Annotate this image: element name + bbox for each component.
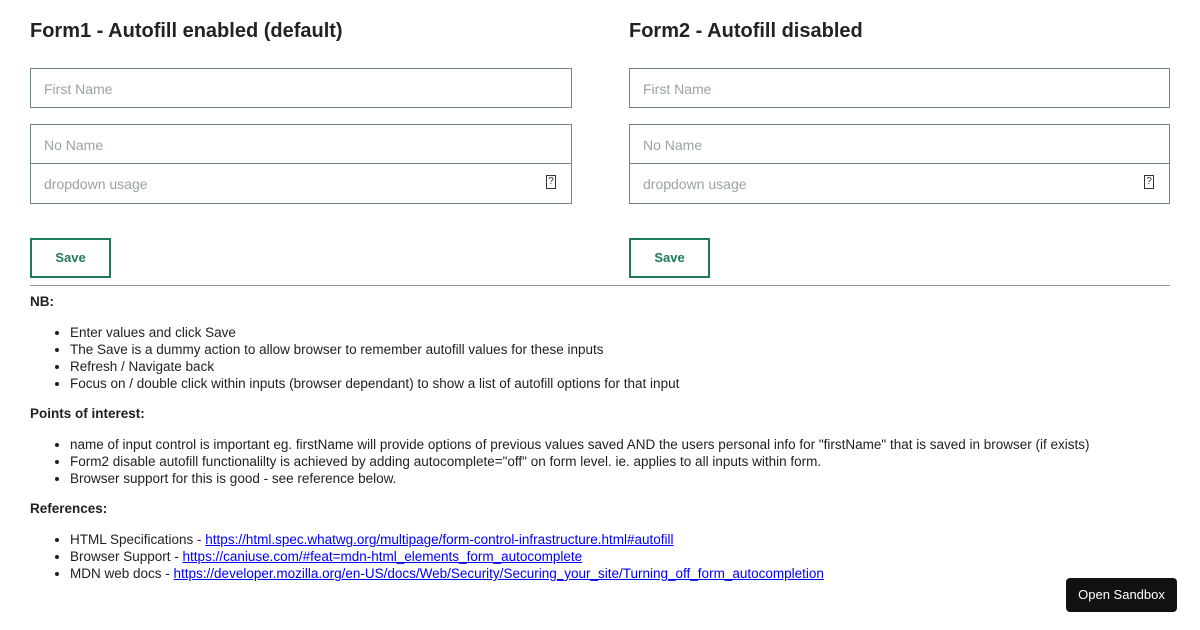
form2-dropdown-placeholder: dropdown usage xyxy=(643,176,747,192)
list-item: • Browser support for this is good - see reference below. xyxy=(70,470,1170,487)
reference-link-html-spec[interactable]: https://html.spec.whatwg.org/multipage/form-control-infrastructure.html#autofill xyxy=(205,532,674,547)
form1-title: Form1 - Autofill enabled (default) xyxy=(30,20,343,42)
form1-no-name-input[interactable] xyxy=(30,124,572,164)
list-item: • Enter values and click Save xyxy=(70,324,1170,341)
nb-heading: NB: xyxy=(30,294,54,309)
form1-dropdown-placeholder: dropdown usage xyxy=(44,176,148,192)
points-list xyxy=(30,436,1170,487)
reference-link-caniuse[interactable]: https://caniuse.com/#feat=mdn-html_elements_form_autocomplete xyxy=(182,549,583,564)
notes-section xyxy=(30,293,1170,595)
form2-first-name-input[interactable] xyxy=(629,68,1170,108)
reference-item xyxy=(70,531,1170,548)
nb-list xyxy=(30,324,1170,392)
form2-dropdown-input[interactable] xyxy=(629,164,1170,204)
reference-prefix: Browser Support - xyxy=(70,549,183,564)
reference-prefix: MDN web docs - xyxy=(70,566,174,581)
dropdown-indicator-icon[interactable]: ? xyxy=(1144,175,1154,189)
list-item: • Focus on / double click within inputs (browser dependant) to show a list of autofill options for that input xyxy=(70,375,1170,392)
references-list xyxy=(30,531,1170,582)
list-item: • Refresh / Navigate back xyxy=(70,358,1170,375)
form2-no-name-placeholder: No Name xyxy=(643,137,703,153)
list-item: • Form2 disable autofill functionalilty is achieved by adding autocomplete="off" on form level. ie. applies to all inputs within form. xyxy=(70,453,1170,470)
form1-save-button[interactable]: Save xyxy=(30,238,111,278)
list-item: • The Save is a dummy action to allow browser to remember autofill values for these inputs xyxy=(70,341,1170,358)
form1-no-name-placeholder: No Name xyxy=(44,137,104,153)
form2-title: Form2 - Autofill disabled xyxy=(629,20,863,42)
reference-item xyxy=(70,548,1170,565)
list-item: • name of input control is important eg. firstName will provide options of previous values saved AND the users personal info for "firstName" that is saved in browser (if exists) xyxy=(70,436,1170,453)
reference-link-mdn[interactable]: https://developer.mozilla.org/en-US/docs/Web/Security/Securing_your_site/Turning_off_form_autocompletion xyxy=(173,566,824,581)
form1-first-name-input[interactable] xyxy=(30,68,572,108)
form2-save-button[interactable]: Save xyxy=(629,238,710,278)
form1-first-name-placeholder: First Name xyxy=(44,81,113,97)
forms-area xyxy=(30,0,1170,286)
reference-item xyxy=(70,565,1170,582)
divider xyxy=(30,285,1170,286)
open-sandbox-button[interactable]: Open Sandbox xyxy=(1066,578,1177,612)
form2-no-name-input[interactable] xyxy=(629,124,1170,164)
references-heading: References: xyxy=(30,501,108,516)
reference-prefix: HTML Specifications - xyxy=(70,532,206,547)
dropdown-indicator-icon[interactable]: ? xyxy=(546,175,556,189)
points-heading: Points of interest: xyxy=(30,406,145,421)
form2-first-name-placeholder: First Name xyxy=(643,81,712,97)
form1-dropdown-input[interactable] xyxy=(30,164,572,204)
